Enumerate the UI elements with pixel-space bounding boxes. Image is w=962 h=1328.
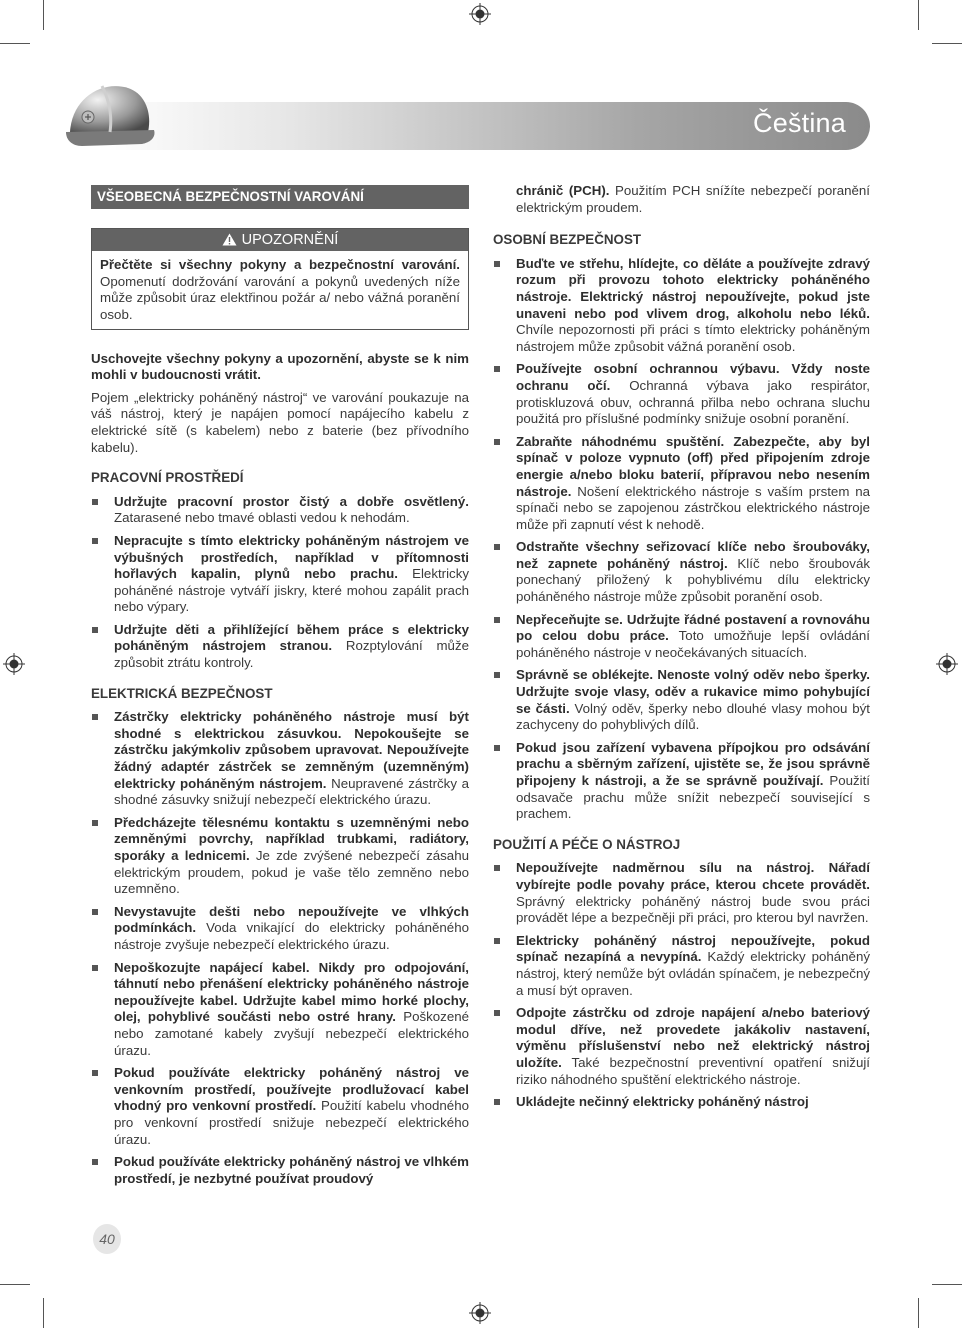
personal-safety-list bbox=[493, 256, 870, 823]
list-item bbox=[91, 960, 469, 1060]
item-text: Použitím PCH snížíte nebezpečí poranění elektrickým proudem. bbox=[516, 183, 870, 215]
item-bold: Nepoškozujte napájecí kabel. Nikdy pro odpojování, táhnutí nebo přenášení elektricky poháněného nástroje nepoužívejte kabel. Udržujte kabel mimo horké plochy, olej, pohyblivé součásti nebo ostré hrany. bbox=[114, 959, 469, 1025]
section-title: VŠEOBECNÁ BEZPEČNOSTNÍ VAROVÁNÍ bbox=[91, 185, 469, 209]
item-text: Chvíle nepozornosti při práci s tímto elektricky poháněným nástrojem může způsobit vážná poranění osob. bbox=[516, 322, 870, 354]
item-text: Poškozené nebo zamotané kabely zvyšují nebezpečí elektrického úrazu. bbox=[114, 1009, 470, 1058]
item-text: Zatarasené nebo tmavé oblasti vedou k nehodám. bbox=[114, 510, 410, 526]
item-bold: Buďte ve střehu, hlídejte, co děláte a používejte zdravý rozum při provozu tohoto elektricky poháněného nástroje. Elektrický nástroj nepoužívejte, pokud jste unaveni nebo pod vlivem drog, alkoholu nebo léků. bbox=[516, 255, 870, 321]
item-bold: Nepracujte s tímto elektricky poháněným nástrojem ve výbušných prostředích, například v přítomnosti hořlavých kapalin, plynů nebo prachu. bbox=[114, 532, 469, 582]
item-text: Elektricky poháněné nástroje vytváří jiskry, které mohou zapálit prach nebo výpary. bbox=[114, 566, 469, 615]
list-item bbox=[91, 709, 469, 809]
list-item bbox=[493, 740, 870, 823]
list-item bbox=[493, 860, 870, 926]
continued-list bbox=[493, 183, 870, 216]
page-title: Čeština bbox=[753, 108, 846, 138]
keep-instructions-text: Uschovejte všechny pokyny a upozornění, abyste se k nim mohli v budoucnosti vrátit. bbox=[91, 350, 469, 383]
crop-mark bbox=[43, 0, 44, 30]
item-bold: Zabraňte náhodnému spuštění. Zabezpečte, aby byl spínač v poloze vypnuto (off) před připojením zdroje energie a/nebo bloku baterií, přípravou nebo nesením nástroje. bbox=[516, 433, 870, 499]
personal-safety-heading: OSOBNÍ BEZPEČNOST bbox=[493, 232, 642, 248]
item-bold: Nevystavujte dešti nebo nepoužívejte ve vlhkých podmínkách. bbox=[114, 903, 469, 936]
item-bold: Udržujte pracovní prostor čistý a dobře osvětlený. bbox=[114, 493, 469, 509]
use-care-list bbox=[493, 860, 870, 1110]
list-item bbox=[493, 612, 870, 662]
item-bold: Používejte osobní ochrannou výbavu. Vždy noste ochranu očí. bbox=[516, 361, 870, 393]
item-bold: Pokud používáte elektricky poháněný nástroj ve venkovním prostředí, používejte prodlužovací kabel vhodný pro venkovní prostředí. bbox=[114, 1065, 469, 1114]
item-bold: Udržujte děti a přihlížející během práce s elektricky poháněným nástrojem stranou. bbox=[114, 621, 469, 654]
registration-mark-icon bbox=[3, 653, 25, 675]
list-item bbox=[493, 539, 870, 605]
item-bold: Odpojte zástrčku od zdroje napájení a/nebo bateriový modul dříve, než provedete jakákoliv nastavení, výměnu příslušenství nebo než elektrický nástroj uložíte. bbox=[516, 1005, 870, 1070]
item-bold: Pokud jsou zařízení vybavena přípojkou pro odsávání prachu a sběrným zařízení, ujistěte se, že jsou správně připojeny k nástroji, a že se správně používají. bbox=[516, 739, 870, 788]
crop-mark bbox=[0, 43, 30, 44]
crop-mark bbox=[43, 1298, 44, 1328]
crop-mark bbox=[932, 1284, 962, 1285]
list-item bbox=[91, 1154, 469, 1187]
item-text: Každý elektricky poháněný nástroj, který nemůže být ovládán spínačem, je nebezpečný a musí být opraven. bbox=[516, 949, 870, 998]
warning-box bbox=[91, 228, 469, 330]
list-item bbox=[91, 1065, 469, 1148]
list-item-continuation bbox=[493, 183, 870, 216]
registration-mark-icon bbox=[469, 3, 491, 25]
language-header-bar bbox=[98, 102, 870, 150]
warning-title: UPOZORNĚNÍ bbox=[241, 231, 339, 248]
list-item bbox=[91, 622, 469, 672]
item-bold: Nepoužívejte nadměrnou sílu na nástroj. Nářadí vybírejte podle povahy práce, kterou chcete provádět. bbox=[516, 860, 870, 892]
item-text: Je zde zvýšené nebezpečí zásahu elektrickým proudem, pokud je vaše tělo zemněno nebo uzemněno. bbox=[114, 848, 469, 897]
list-item bbox=[493, 1094, 870, 1111]
warning-triangle-icon bbox=[222, 233, 237, 246]
crop-mark bbox=[932, 43, 962, 44]
list-item bbox=[91, 904, 469, 954]
warning-bold: Přečtěte si všechny pokyny a bezpečnostní varování. bbox=[100, 257, 460, 273]
electrical-heading: ELEKTRICKÁ BEZPEČNOST bbox=[91, 685, 273, 701]
item-text: Rozptylování může způsobit ztrátu kontroly. bbox=[114, 638, 469, 671]
list-item bbox=[91, 815, 469, 898]
list-item bbox=[91, 533, 469, 616]
list-item bbox=[91, 494, 469, 527]
page-number: 40 bbox=[93, 1224, 121, 1254]
list-item bbox=[493, 361, 870, 427]
warning-text bbox=[92, 251, 468, 328]
crop-mark bbox=[918, 0, 919, 30]
item-text: Voda vnikající do elektricky poháněného nástroje zvyšuje nebezpečí elektrického úrazu. bbox=[114, 920, 469, 952]
crop-mark bbox=[918, 1298, 919, 1328]
list-item bbox=[493, 1005, 870, 1088]
item-bold: Odstraňte všechny seřizovací klíče nebo šroubováky, než zapnete poháněný nástroj. bbox=[516, 539, 870, 571]
item-text: Toto umožňuje lepší ovládání poháněného nástroje v neočekávaných situacích. bbox=[516, 628, 870, 660]
item-bold: Pokud používáte elektricky poháněný nástroj ve vlhkém prostředí, je nezbytné používat proudový bbox=[114, 1154, 469, 1186]
item-bold: Správně se oblékejte. Nenoste volný oděv nebo šperky. Udržujte svoje vlasy, oděv a rukavice mimo pohybující se části. bbox=[516, 667, 870, 716]
item-text: Klíč nebo šroubovák ponechaný přiložený k pohyblivému dílu elektricky poháněného nástroje může způsobit poranění osob. bbox=[516, 555, 870, 605]
keep-instructions bbox=[91, 351, 469, 384]
item-text: Správný elektricky poháněný nástroj bude svou práci provádět lépe a bezpečněji při práci, pro kterou byl navržen. bbox=[516, 893, 870, 926]
item-text: Také bezpečnostní preventivní opatření snižují riziko náhodného spuštění elektrického nástroje. bbox=[516, 1054, 870, 1087]
right-column bbox=[493, 183, 870, 1125]
left-column bbox=[91, 183, 469, 1201]
item-text: Volný oděv, šperky nebo dlouhé vlasy mohou být zachyceny do pohyblivých dílů. bbox=[516, 700, 870, 733]
item-text: Ochranná výbava jako respirátor, protiskluzová obuv, ochranná přilba nebo ochrana sluchu použitá pro příslušné podmínky snižuje osobní poranění. bbox=[516, 377, 870, 427]
safety-helmet-icon bbox=[62, 74, 162, 158]
registration-mark-icon bbox=[936, 653, 958, 675]
item-bold: Zástrčky elektricky poháněného nástroje musí být shodné s elektrickou zásuvkou. Nepokoušejte se zástrčku jakýmkoliv způsobem upravovat. Nepoužívejte žádný adaptér zástrček se zemněným (uzemněným) elektricky poháněným nástrojem. bbox=[114, 709, 469, 791]
work-area-list bbox=[91, 494, 469, 672]
list-item bbox=[493, 933, 870, 999]
work-area-heading: PRACOVNÍ PROSTŘEDÍ bbox=[91, 470, 244, 486]
item-text: Nošení elektrického nástroje s vaším prstem na spínači nebo se zapojenou zástrčkou elektrického nástroje může při zapnutí vést k nehodě. bbox=[516, 483, 870, 532]
crop-mark bbox=[0, 1284, 30, 1285]
warning-header bbox=[92, 229, 468, 252]
item-text: Použití kabelu vhodného pro venkovní prostředí snižuje nebezpečí elektrického úrazu. bbox=[114, 1098, 469, 1147]
list-item bbox=[493, 434, 870, 534]
definition-paragraph: Pojem „elektricky poháněný nástroj“ ve varování poukazuje na váš nástroj, který je napájen pomocí napájecího kabelu z elektrické sítě (s kabelem) nebo z baterie (bez přívodního kabelu). bbox=[91, 389, 469, 455]
item-text: Použití odsavače prachu může snížit nebezpečí související s prachem. bbox=[516, 773, 870, 822]
list-item bbox=[493, 256, 870, 356]
item-bold: Předcházejte tělesnému kontaktu s uzemněnými nebo zemněnými povrchy, například trubkami, radiátory, sporáky a lednicemi. bbox=[114, 814, 469, 863]
item-bold: Nepřeceňujte se. Udržujte řádné postavení a rovnováhu po celou dobu práce. bbox=[516, 611, 870, 644]
item-bold: Elektricky poháněný nástroj nepoužívejte, pokud spínač nezapíná a nevypíná. bbox=[516, 932, 870, 965]
item-bold: chránič (PCH). bbox=[516, 183, 610, 198]
item-bold: Ukládejte nečinný elektricky poháněný nástroj bbox=[516, 1094, 809, 1110]
list-item bbox=[493, 667, 870, 733]
registration-mark-icon bbox=[469, 1302, 491, 1324]
warning-body: Opomenutí dodržování varování a pokynů uvedených níže může způsobit úraz elektřinou požár a/ nebo vážná poranění osob. bbox=[100, 273, 460, 322]
item-text: Neupravené zástrčky a shodné zásuvky snižují nebezpečí elektrického úrazu. bbox=[114, 775, 469, 808]
use-care-heading: POUŽITÍ A PÉČE O NÁSTROJ bbox=[493, 836, 681, 852]
electrical-list bbox=[91, 709, 469, 1187]
